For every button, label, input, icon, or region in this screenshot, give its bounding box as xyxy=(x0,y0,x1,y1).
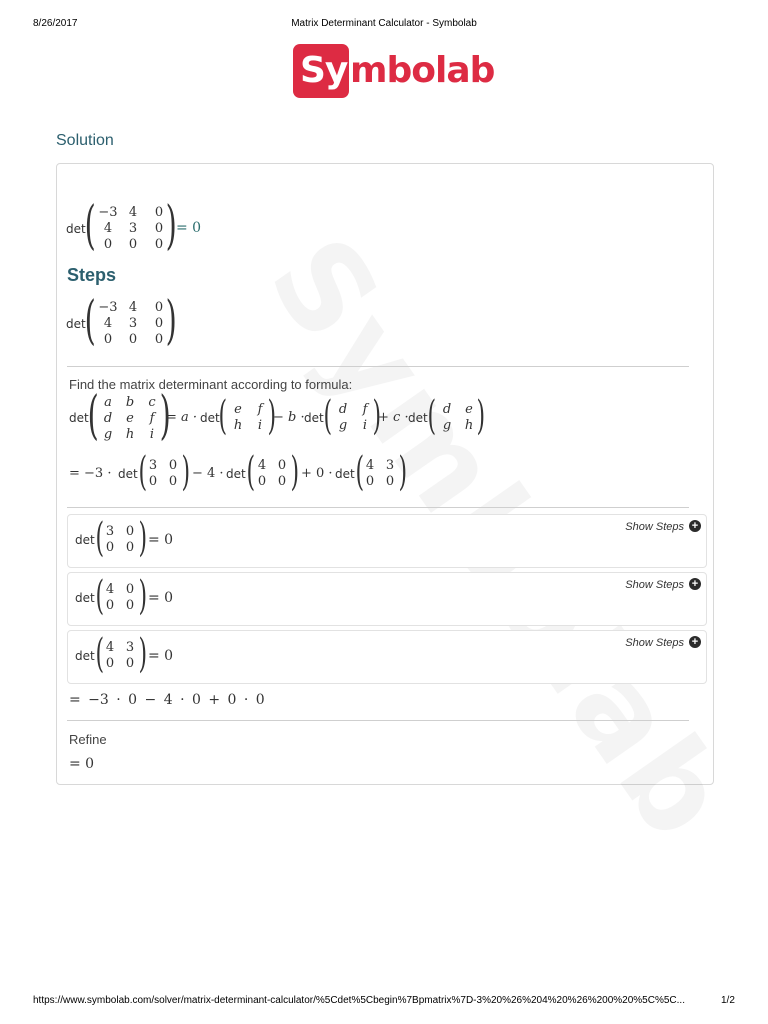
logo-text-rest: mbolab xyxy=(350,50,495,91)
left-paren: ( xyxy=(95,631,105,677)
matrix-cell: f xyxy=(362,402,368,417)
matrix-cell: 4 xyxy=(105,640,115,655)
matrix-cell: 4 xyxy=(128,300,138,315)
matrix-cell: 0 xyxy=(277,474,287,489)
matrix-cell: h xyxy=(125,427,135,442)
right-paren: ) xyxy=(138,631,148,677)
left-paren: ( xyxy=(95,573,105,619)
matrix-cell: 0 xyxy=(154,221,164,236)
matrix-cell: 0 xyxy=(128,237,138,252)
expansion-plus0: + 0 · xyxy=(301,466,333,481)
right-paren: ) xyxy=(181,449,191,495)
right-paren: ) xyxy=(476,393,486,439)
expansion-det-2: det xyxy=(226,467,246,481)
show-steps-link[interactable]: Show Steps xyxy=(625,521,684,533)
print-title: Matrix Determinant Calculator - Symbolab xyxy=(291,18,477,29)
formula-det-label: det xyxy=(69,411,89,425)
substep-result: = 0 xyxy=(148,590,174,606)
matrix-cell: h xyxy=(464,418,474,433)
expansion-minor-2 xyxy=(254,458,294,490)
substep-matrix xyxy=(102,640,142,672)
matrix-cell: 4 xyxy=(365,458,375,473)
matrix-cell: 4 xyxy=(103,316,113,331)
matrix-cell: 0 xyxy=(125,582,135,597)
matrix-cell: f xyxy=(257,402,263,417)
matrix-cell: 0 xyxy=(125,656,135,671)
substep-result: = 0 xyxy=(148,532,174,548)
matrix-cell: 0 xyxy=(168,458,178,473)
matrix-cell: d xyxy=(103,411,113,426)
matrix-cell: h xyxy=(233,418,243,433)
steps-det-label: det xyxy=(66,317,86,331)
right-paren: ) xyxy=(138,573,148,619)
matrix-cell: 0 xyxy=(105,656,115,671)
matrix-cell: a xyxy=(104,395,112,410)
expansion-minor-3 xyxy=(362,458,402,490)
expansion-det-3: det xyxy=(335,467,355,481)
formula-plus-c: + c · xyxy=(378,410,409,425)
matrix-cell: 4 xyxy=(103,221,113,236)
matrix-cell: 0 xyxy=(168,474,178,489)
matrix-cell: 0 xyxy=(154,300,164,315)
show-steps-link[interactable]: Show Steps xyxy=(625,637,684,649)
matrix-cell: 0 xyxy=(105,598,115,613)
matrix-cell: d xyxy=(338,402,348,417)
formula-minus-b: − b · xyxy=(273,410,305,425)
formula-minor-3 xyxy=(436,402,480,434)
left-paren: ( xyxy=(218,393,228,439)
plus-circle-icon[interactable]: + xyxy=(689,520,701,532)
matrix-cell: 0 xyxy=(148,474,158,489)
matrix-cell: b xyxy=(125,395,135,410)
matrix-cell: 3 xyxy=(128,221,138,236)
plus-circle-icon[interactable]: + xyxy=(689,578,701,590)
logo-text-sy: Sy xyxy=(300,50,348,91)
solution-result: = 0 xyxy=(176,220,202,236)
left-paren: ( xyxy=(95,515,105,561)
matrix-cell: −3 xyxy=(98,205,118,220)
divider xyxy=(67,720,689,721)
print-date: 8/26/2017 xyxy=(33,18,78,29)
matrix-cell: f xyxy=(149,411,155,426)
matrix-cell: 0 xyxy=(103,237,113,252)
left-paren: ( xyxy=(84,196,96,256)
matrix-cell: 3 xyxy=(105,524,115,539)
refine-label: Refine xyxy=(69,732,107,747)
steps-matrix xyxy=(96,300,172,348)
matrix-cell: 0 xyxy=(365,474,375,489)
left-paren: ( xyxy=(87,386,99,446)
formula-eq-a: = a · xyxy=(166,410,198,425)
matrix-cell: 0 xyxy=(103,332,113,347)
matrix-cell: 0 xyxy=(128,332,138,347)
steps-title: Steps xyxy=(67,265,117,285)
matrix-cell: 4 xyxy=(128,205,138,220)
matrix-cell: 0 xyxy=(125,540,135,555)
right-paren: ) xyxy=(159,386,171,446)
matrix-cell: i xyxy=(362,418,368,433)
matrix-cell: 0 xyxy=(154,237,164,252)
matrix-cell: 0 xyxy=(385,474,395,489)
expansion-det-1: det xyxy=(118,467,138,481)
solution-title: Solution xyxy=(56,132,114,149)
matrix-cell: −3 xyxy=(98,300,118,315)
left-paren: ( xyxy=(427,393,437,439)
matrix-cell: d xyxy=(442,402,452,417)
right-paren: ) xyxy=(290,449,300,495)
left-paren: ( xyxy=(84,291,96,351)
left-paren: ( xyxy=(355,449,365,495)
matrix-cell: 3 xyxy=(148,458,158,473)
matrix-cell: 0 xyxy=(154,205,164,220)
substep-matrix xyxy=(102,582,142,614)
matrix-cell: g xyxy=(103,427,113,442)
expansion-minor-1 xyxy=(145,458,185,490)
matrix-cell: 4 xyxy=(257,458,267,473)
matrix-cell: e xyxy=(234,402,242,417)
right-paren: ) xyxy=(165,196,177,256)
matrix-cell: g xyxy=(442,418,452,433)
matrix-cell: i xyxy=(149,427,155,442)
left-paren: ( xyxy=(138,449,148,495)
formula-lhs-matrix xyxy=(97,395,163,443)
matrix-cell: 3 xyxy=(128,316,138,331)
substep-det-label: det xyxy=(75,591,95,605)
matrix-cell: i xyxy=(257,418,263,433)
matrix-cell: 4 xyxy=(105,582,115,597)
formula-minor-2 xyxy=(332,402,376,434)
formula-det-1: det xyxy=(200,411,220,425)
matrix-cell: c xyxy=(148,395,156,410)
divider xyxy=(67,366,689,367)
matrix-cell: e xyxy=(126,411,134,426)
matrix-cell: g xyxy=(338,418,348,433)
left-paren: ( xyxy=(246,449,256,495)
left-paren: ( xyxy=(323,393,333,439)
matrix-cell: 0 xyxy=(105,540,115,555)
matrix-cell: 0 xyxy=(125,524,135,539)
expansion-minus4: − 4 · xyxy=(192,466,224,481)
final-result: = 0 xyxy=(69,756,95,772)
matrix-cell: 0 xyxy=(125,598,135,613)
plus-circle-icon[interactable]: + xyxy=(689,636,701,648)
matrix-cell: 3 xyxy=(125,640,135,655)
formula-description: Find the matrix determinant according to formula: xyxy=(69,377,353,392)
divider xyxy=(67,507,689,508)
product-line: = −3 · 0 − 4 · 0 + 0 · 0 xyxy=(69,692,265,708)
right-paren: ) xyxy=(372,393,382,439)
matrix-cell: 0 xyxy=(154,316,164,331)
substep-result: = 0 xyxy=(148,648,174,664)
footer-url: https://www.symbolab.com/solver/matrix-determinant-calculator/%5Cdet%5Cbegin%7Bpmatrix%7D-3%20%26%204%20%26%200%20%5C%5C... xyxy=(33,995,685,1006)
solution-det-label: det xyxy=(66,222,86,236)
substep-det-label: det xyxy=(75,533,95,547)
formula-det-2: det xyxy=(304,411,324,425)
substep-det-label: det xyxy=(75,649,95,663)
matrix-cell: 0 xyxy=(277,458,287,473)
right-paren: ) xyxy=(165,291,177,351)
matrix-cell: e xyxy=(465,402,473,417)
matrix-cell: 0 xyxy=(154,332,164,347)
substep-matrix xyxy=(102,524,142,556)
expansion-lead: = −3 · xyxy=(69,466,112,481)
show-steps-link[interactable]: Show Steps xyxy=(625,579,684,591)
right-paren: ) xyxy=(398,449,408,495)
formula-det-3: det xyxy=(408,411,428,425)
footer-page-number: 1/2 xyxy=(721,995,735,1006)
matrix-cell: 0 xyxy=(257,474,267,489)
solution-matrix xyxy=(96,205,172,253)
matrix-cell: 3 xyxy=(385,458,395,473)
right-paren: ) xyxy=(267,393,277,439)
formula-minor-1 xyxy=(227,402,271,434)
right-paren: ) xyxy=(138,515,148,561)
